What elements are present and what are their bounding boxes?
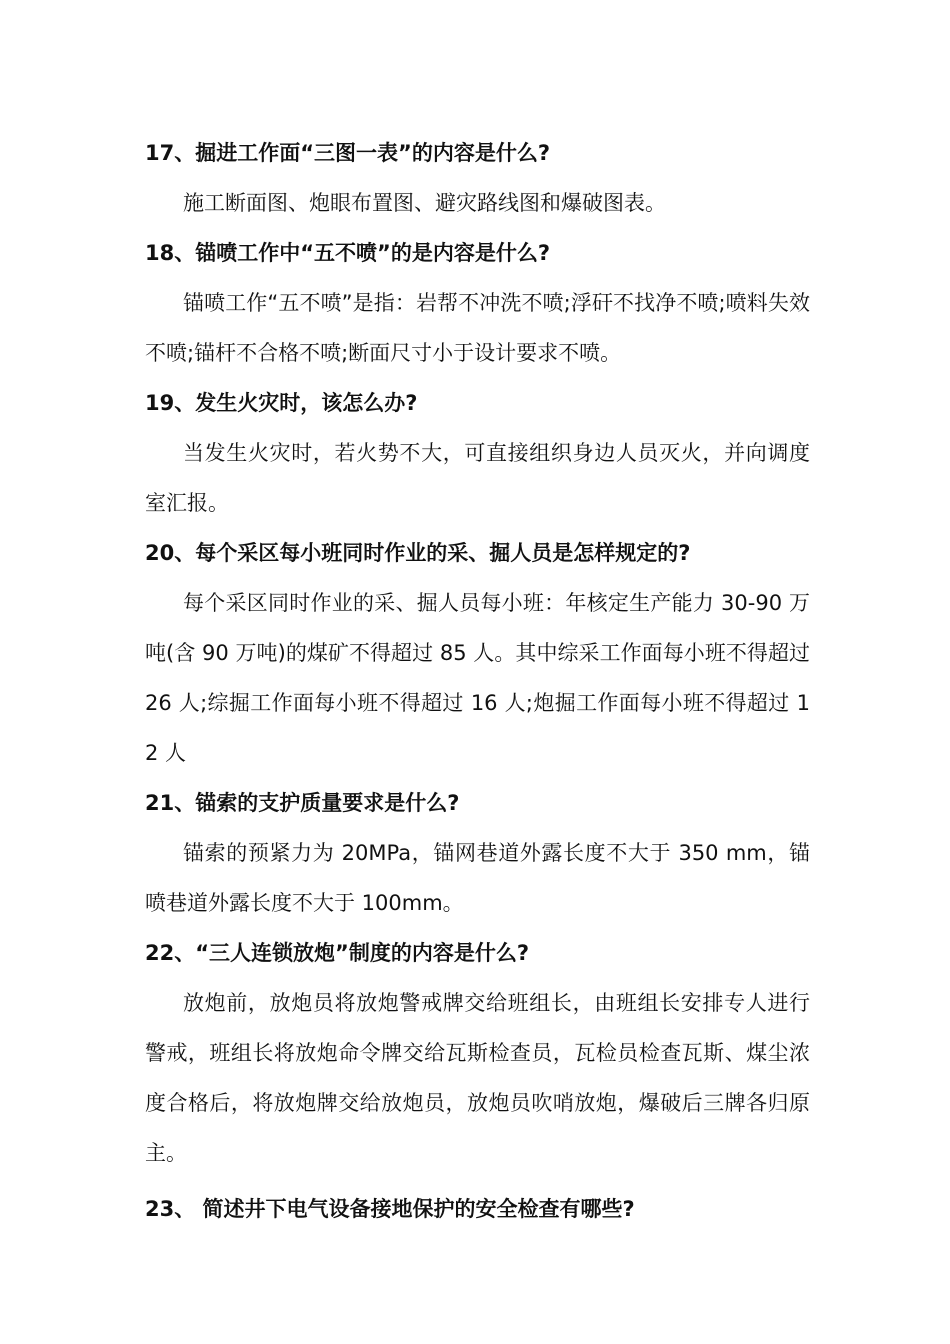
answer-17: 施工断面图、炮眼布置图、避灾路线图和爆破图表。 — [183, 191, 666, 215]
question-20: 20、每个采区每小班同时作业的采、掘人员是怎样规定的? — [145, 541, 691, 565]
question-17: 17、掘进工作面“三图一表”的内容是什么? — [145, 141, 551, 165]
question-23: 23、 简述井下电气设备接地保护的安全检查有哪些? — [145, 1197, 635, 1221]
answer-19: 当发生火灾时，若火势不大，可直接组织身边人员灭火，并向调度室汇报。 — [145, 441, 810, 515]
answer-20: 每个采区同时作业的采、掘人员每小班：年核定生产能力 30-90 万吨(含 90 万吨)的煤矿不得超过 85 人。其中综采工作面每小班不得超过 26 人;综掘工作面每小班不得超过 16 人;炮掘工作面每小班不得超过 12 人 — [145, 591, 810, 765]
question-21: 21、锚索的支护质量要求是什么? — [145, 791, 460, 815]
question-22: 22、“三人连锁放炮”制度的内容是什么? — [145, 941, 530, 965]
answer-22: 放炮前，放炮员将放炮警戒牌交给班组长，由班组长安排专人进行警戒，班组长将放炮命令牌交给瓦斯检查员，瓦检员检查瓦斯、煤尘浓度合格后，将放炮牌交给放炮员，放炮员吹哨放炮，爆破后三牌各归原主。 — [145, 991, 810, 1165]
answer-18: 锚喷工作“五不喷”是指：岩帮不冲洗不喷;浮矸不找净不喷;喷料失效不喷;锚杆不合格不喷;断面尺寸小于设计要求不喷。 — [145, 291, 810, 365]
answer-21: 锚索的预紧力为 20MPa，锚网巷道外露长度不大于 350 mm，锚喷巷道外露长度不大于 100mm。 — [145, 841, 810, 915]
qa-content — [145, 128, 810, 1234]
question-19: 19、发生火灾时，该怎么办? — [145, 391, 418, 415]
question-18: 18、锚喷工作中“五不喷”的是内容是什么? — [145, 241, 551, 265]
